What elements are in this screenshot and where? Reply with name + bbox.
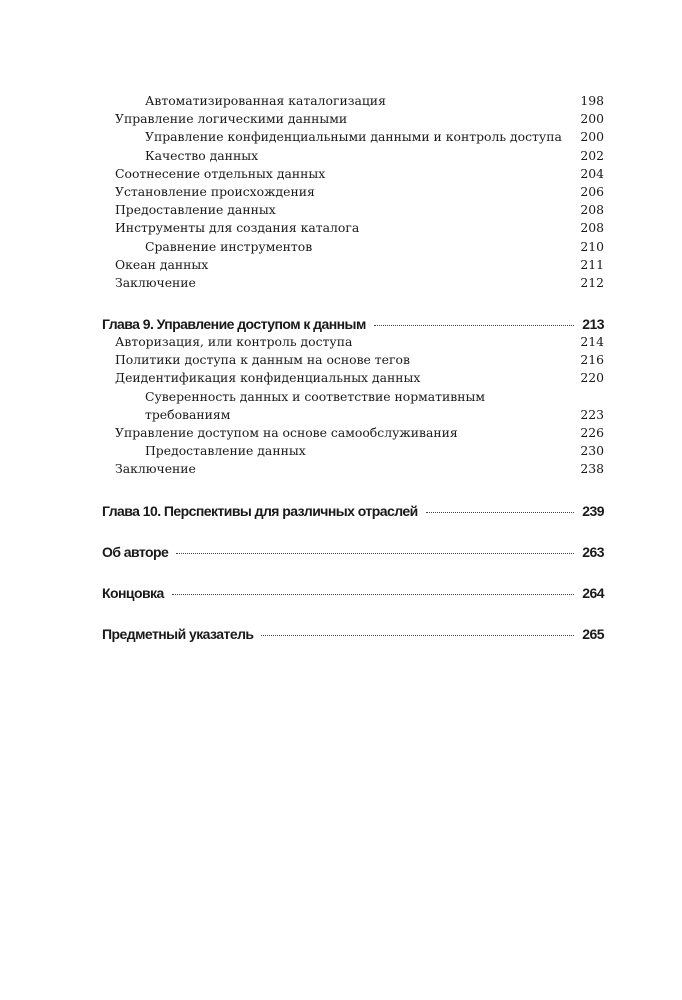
toc-chapter-page: 264 [582, 584, 604, 601]
toc-chapter-page: 263 [582, 543, 604, 560]
toc-entry-page: 206 [580, 183, 604, 199]
table-of-contents [102, 92, 604, 643]
toc-entry-data-quality [102, 147, 604, 165]
toc-entry-page: 223 [580, 406, 604, 422]
toc-entry-page: 198 [580, 93, 604, 108]
toc-entry-title: Политики доступа к данным на основе тегов [115, 352, 410, 368]
toc-entry-title: Деидентификация конфиденциальных данных [115, 370, 421, 386]
toc-chapter-title: Об авторе [102, 543, 169, 560]
toc-entry-tag-based-policies [102, 351, 604, 369]
toc-entry-deidentification [102, 369, 604, 387]
toc-entry-title: Управление конфиденциальными данными и контроль доступа [145, 129, 562, 145]
toc-about-author [102, 543, 604, 561]
toc-ending [102, 584, 604, 602]
toc-entry-page: 238 [580, 461, 604, 477]
toc-entry-title: Океан данных [115, 256, 209, 272]
toc-entry-page: 208 [580, 220, 604, 236]
toc-entry-page: 211 [580, 256, 604, 272]
toc-entry-title: Заключение [115, 274, 196, 290]
toc-entry-title: Качество данных [145, 147, 259, 163]
toc-chapter-10 [102, 502, 604, 520]
toc-entry-self-service-access [102, 424, 604, 442]
toc-chapter-title: Глава 9. Управление доступом к данным [102, 316, 366, 333]
toc-entry-title: Инструменты для создания каталога [115, 220, 360, 236]
toc-entry-page: 204 [580, 165, 604, 181]
toc-entry-title: Авторизация, или контроль доступа [115, 334, 353, 350]
toc-dot-leader [172, 594, 575, 595]
toc-entry-data-provisioning [102, 201, 604, 219]
toc-entry-page: 214 [580, 334, 604, 350]
toc-entry-page: 210 [580, 238, 604, 254]
toc-entry-authorization [102, 333, 604, 351]
toc-chapter-title: Глава 10. Перспективы для различных отраслей [102, 502, 418, 519]
toc-entry-title: Сравнение инструментов [145, 238, 313, 254]
toc-entry-title: Управление доступом на основе самообслуживания [115, 425, 458, 441]
toc-entry-sensitive-data-access-control [102, 128, 604, 146]
toc-dot-leader [176, 553, 574, 554]
toc-entry-title: Заключение [115, 461, 196, 477]
toc-entry-page: 200 [580, 111, 604, 127]
toc-entry-page: 212 [580, 274, 604, 290]
toc-entry-page: 230 [580, 443, 604, 459]
toc-entry-title: Установление происхождения [115, 183, 315, 199]
toc-entry-conclusion-2 [102, 460, 604, 478]
toc-entry-title: Автоматизированная каталогизация [145, 93, 386, 108]
toc-chapter-page: 239 [582, 502, 604, 519]
toc-entry-page: 226 [580, 425, 604, 441]
toc-entry-page: 220 [580, 370, 604, 386]
toc-dot-leader [374, 325, 575, 326]
toc-entry-title: Соотнесение отдельных данных [115, 165, 326, 181]
toc-chapter-title: Предметный указатель [102, 625, 254, 642]
toc-entry-logical-data-management [102, 110, 604, 128]
toc-entry-page: 200 [580, 129, 604, 145]
toc-chapter-title: Концовка [102, 584, 164, 601]
toc-entry-catalog-tools [102, 219, 604, 237]
toc-chapter-page: 265 [582, 625, 604, 642]
toc-entry-data-sovereignty [102, 388, 604, 424]
toc-entry-data-provisioning-2 [102, 442, 604, 460]
toc-entry-data-matching [102, 165, 604, 183]
toc-entry-title: Предоставление данных [145, 443, 306, 459]
toc-entry-lineage [102, 183, 604, 201]
toc-chapter-9 [102, 315, 604, 333]
toc-chapter-page: 213 [582, 316, 604, 333]
toc-entry-title: Суверенность данных и соответствие нормативным требованиям [145, 388, 486, 422]
toc-dot-leader [261, 635, 574, 636]
toc-entry-conclusion [102, 274, 604, 292]
toc-entry-page: 208 [580, 202, 604, 218]
toc-entry-title: Предоставление данных [115, 202, 276, 218]
toc-subject-index [102, 625, 604, 643]
toc-entry-automated-cataloging [102, 92, 604, 110]
toc-entry-page: 202 [580, 147, 604, 163]
toc-entry-tools-comparison [102, 238, 604, 256]
toc-dot-leader [426, 512, 575, 513]
toc-entry-data-ocean [102, 256, 604, 274]
toc-entry-page: 216 [580, 352, 604, 368]
toc-entry-title: Управление логическими данными [115, 111, 348, 127]
